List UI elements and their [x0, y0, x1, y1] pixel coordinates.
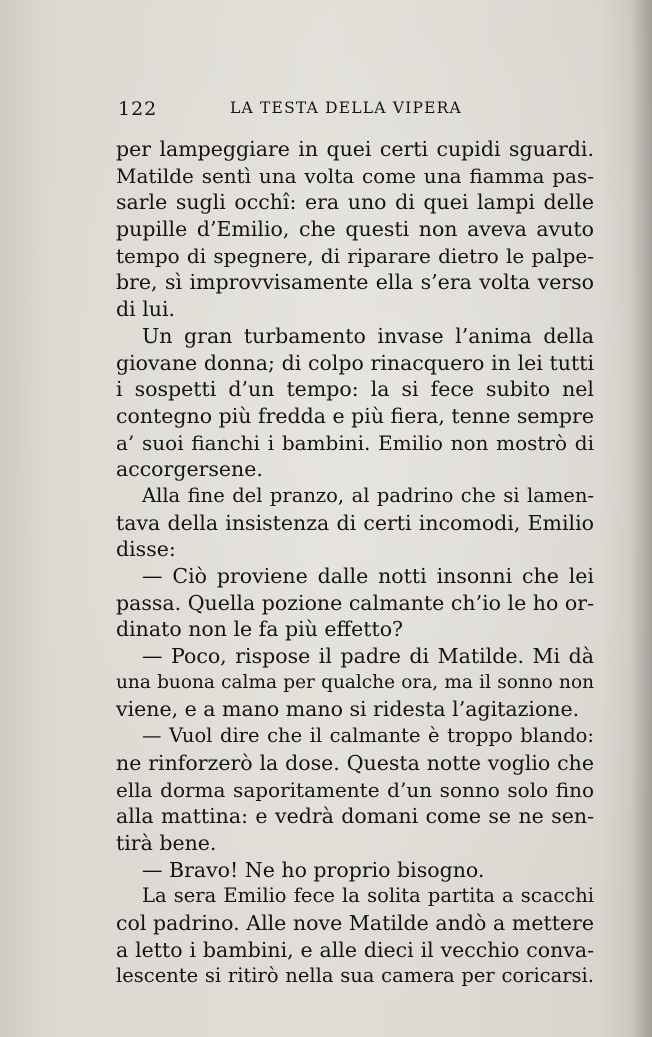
text-line: ella dorma saporitamente d’un sonno solo fino: [116, 777, 594, 802]
text-line: — Ciò proviene dalle notti insonni che lei: [142, 564, 594, 588]
text-line: i sospetti d’un tempo: la si fece subito nel: [116, 377, 594, 402]
page-header: [118, 98, 598, 128]
text-line: accorgersene.: [116, 457, 263, 482]
text-line: contegno più fredda e più fiera, tenne sempre: [116, 403, 594, 428]
text-line: — Poco, rispose il padre di Matilde. Mi dà: [142, 644, 594, 669]
body-text: [116, 136, 594, 990]
text-line: sarle sugli occhî: era uno di quei lampi delle: [116, 190, 594, 215]
text-line: dinato non le fa più effetto?: [116, 617, 404, 642]
page-number: 122: [118, 98, 158, 120]
text-line: disse:: [116, 537, 176, 562]
text-line: passa. Quella pozione calmante ch’io le ho or-: [116, 590, 594, 615]
text-line: tempo di spegnere, di riparare dietro le palpe-: [116, 243, 594, 268]
text-line: tava della insistenza di certi incomodi, Emilio: [116, 510, 594, 535]
text-line: alla mattina: e vedrà domani come se ne sen-: [116, 804, 594, 829]
text-line: ne rinforzerò la dose. Questa notte voglio che: [116, 750, 594, 775]
text-line: a letto i bambini, e alle dieci il vecchio conva-: [116, 937, 594, 962]
text-line: pupille d’Emilio, che questi non aveva avuto: [116, 217, 594, 242]
text-line: Un gran turbamento invase l’anima della: [142, 323, 594, 348]
text-line: — Bravo! Ne ho proprio bisogno.: [142, 857, 485, 882]
text-line: di lui.: [116, 297, 176, 322]
text-line: — Vuol dire che il calmante è troppo blando:: [142, 724, 594, 748]
text-line: tirà bene.: [116, 830, 217, 855]
text-line: col padrino. Alle nove Matilde andò a mettere: [116, 910, 594, 935]
text-line: Matilde sentì una volta come una fiamma pas-: [116, 163, 594, 188]
text-line: giovane donna; di colpo rinacquero in lei tutti: [116, 350, 594, 375]
page-edge-shadow: [630, 0, 652, 1037]
text-line: bre, sì improvvisamente ella s’era volta verso: [116, 270, 594, 295]
text-line: lescente si ritirò nella sua camera per coricarsi.: [116, 964, 594, 988]
text-line: a’ suoi fianchi i bambini. Emilio non mostrò di: [116, 430, 594, 455]
text-line: viene, e a mano mano si ridesta l’agitazione.: [116, 697, 580, 722]
text-line: Alla fine del pranzo, al padrino che si lamen-: [142, 483, 594, 507]
text-line: per lampeggiare in quei certi cupidi sguardi.: [116, 137, 594, 161]
text-line: La sera Emilio fece la solita partita a scacchi: [142, 884, 594, 908]
text-line: una buona calma per qualche ora, ma il sonno non: [116, 671, 594, 693]
running-title: LA TESTA DELLA VIPERA: [230, 99, 462, 117]
